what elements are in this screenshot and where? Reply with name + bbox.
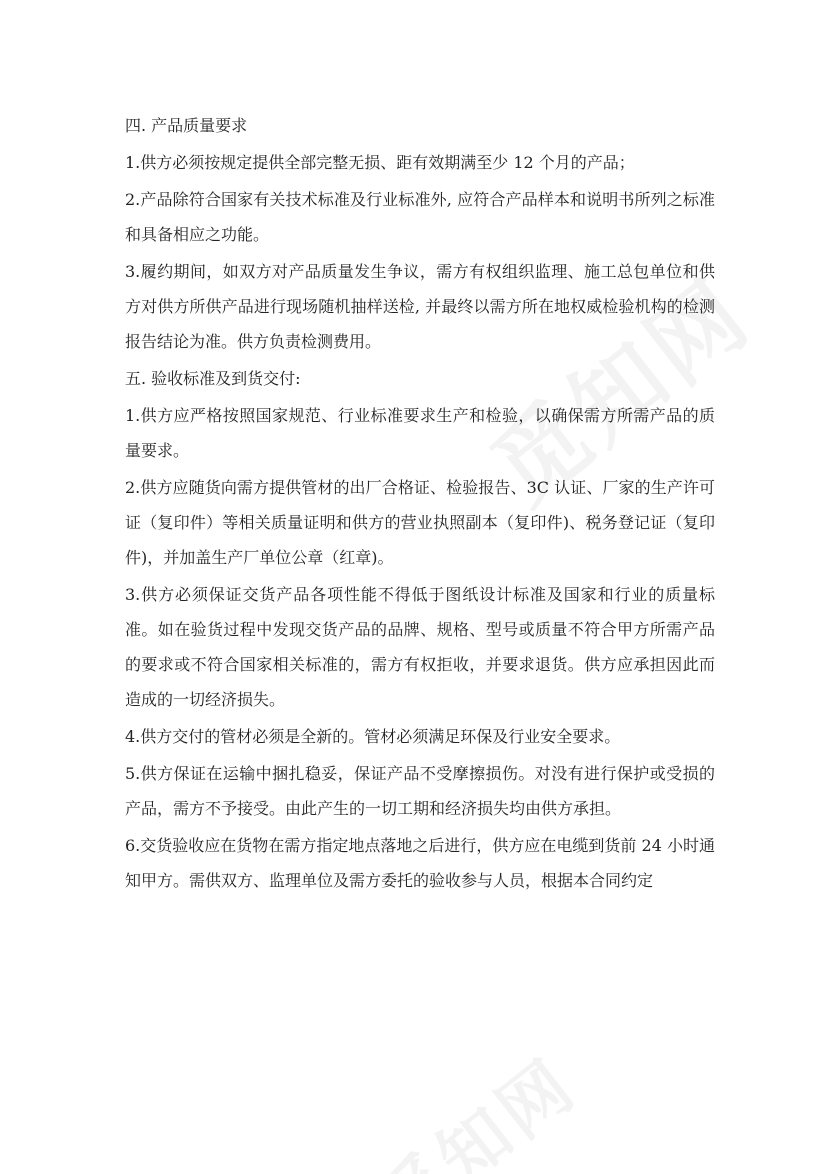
document-body (125, 108, 715, 900)
paragraph-acceptance-1: 1.供方应严格按照国家规范、行业标准要求生产和检验，以确保需方所需产品的质量要求。 (125, 406, 715, 460)
paragraph-acceptance-4: 4.供方交付的管材必须是全新的。管材必须满足环保及行业安全要求。 (125, 727, 621, 746)
paragraph-quality-3: 3.履约期间，如双方对产品质量发生争议，需方有权组织监理、施工总包单位和供方对供方所供产品进行现场随机抽样送检, 并最终以需方所在地权威检验机构的检测报告结论为准。供方负责检测费用。 (125, 262, 715, 351)
paragraph-quality-2: 2.产品除符合国家有关技术标准及行业标准外, 应符合产品样本和说明书所列之标准和具备相应之功能。 (125, 190, 715, 244)
paragraph-acceptance-5: 5.供方保证在运输中捆扎稳妥，保证产品不受摩擦损伤。对没有进行保护或受损的产品，需方不予接受。由此产生的一切工期和经济损失均由供方承担。 (125, 764, 715, 818)
paragraph-quality-1: 1.供方必须按规定提供全部完整无损、距有效期满至少 12 个月的产品； (125, 153, 635, 172)
watermark-text-lower (353, 1031, 595, 1174)
paragraph-acceptance-2: 2.供方应随货向需方提供管材的出厂合格证、检验报告、3C 认证、厂家的生产许可证（复印件）等相关质量证明和供方的营业执照副本（复印件)、税务登记证（复印件)，并加盖生产厂单位公章（红章)。 (125, 478, 715, 567)
section-heading-acceptance: 五. 验收标准及到货交付: (125, 369, 301, 388)
paragraph-acceptance-6: 6.交货验收应在货物在需方指定地点落地之后进行，供方应在电缆到货前 24 小时通知甲方。需供双方、监理单位及需方委托的验收参与人员，根据本合同约定 (125, 836, 715, 890)
section-heading-product-quality: 四. 产品质量要求 (125, 116, 248, 135)
paragraph-acceptance-3: 3.供方必须保证交货产品各项性能不得低于图纸设计标准及国家和行业的质量标准。如在验货过程中发现交货产品的品牌、规格、型号或质量不符合甲方所需产品的要求或不符合国家相关标准的，需方有权拒收，并要求退货。供方应承担因此而造成的一切经济损失。 (125, 585, 715, 709)
